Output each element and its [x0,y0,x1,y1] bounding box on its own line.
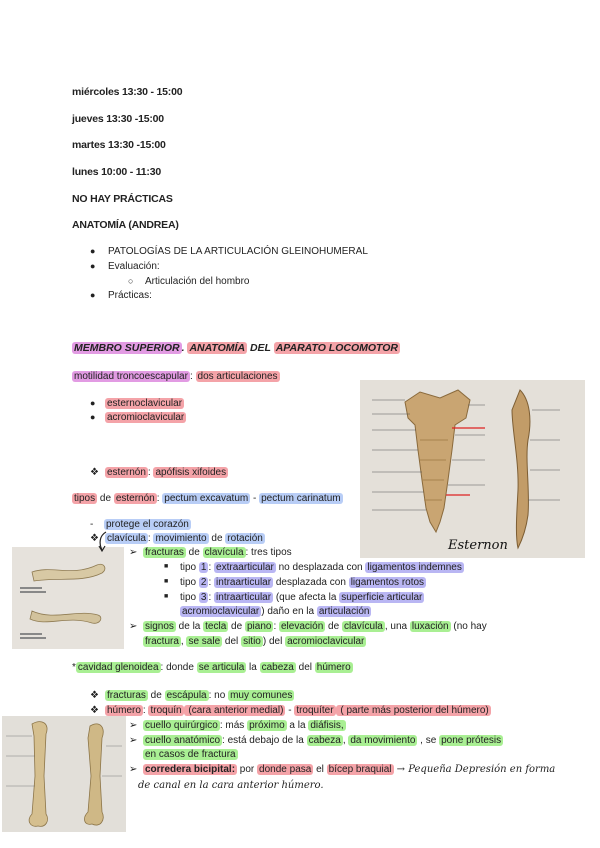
bullet-icon: ● [90,246,96,256]
list-item-evaluacion: Evaluación: [108,261,160,272]
tipo-3-line: tipo 3 : intraarticular (que afecta la superficie articular [180,592,423,603]
motilidad-line: motilidad troncoescapular : dos articulaciones [74,371,278,382]
arrow-bullet-icon: ➢ [129,547,138,558]
square-bullet-icon: ■ [164,578,169,585]
schedule-line-3: martes 13:30 -15:00 [72,139,166,151]
cuello-anatomico-line-cont: en casos de fractura [145,749,236,760]
arrow-bullet-icon: ➢ [129,764,138,775]
tipo-2-line: tipo 2 : intraarticular desplazada con ligamentos rotos [180,577,425,588]
list-item-practicas: Prácticas: [108,290,152,301]
anatomia-heading: ANATOMÍA (ANDREA) [72,219,179,231]
signos-line-cont: fractura , se sale del sitio ) del acromioclavicular [145,636,365,647]
bullet-icon: ● [90,261,96,271]
schedule-line-1: miércoles 13:30 - 15:00 [72,86,183,98]
clavicle-illustration [12,547,124,649]
square-bullet-icon: ■ [164,563,169,570]
sternum-photo-label: Esternon [448,538,508,553]
arrow-bullet-icon: ➢ [129,735,138,746]
list-item-articulacion-hombro: Articulación del hombro [145,276,250,287]
tipos-esternon-line: tipos de esternón : pectum excavatum - pectum carinatum [74,493,341,504]
bullet-icon: ● [90,398,96,408]
cuello-anatomico-line: cuello anatómico : está debajo de la cabeza , da movimiento , se pone prótesis [145,735,502,746]
arrow-bullet-icon: ➢ [129,720,138,731]
cuello-quirurgico-line: cuello quirúrgico : más próximo a la diáfisis, [145,720,344,731]
diamond-bullet-icon: ❖ [90,690,99,701]
clavicula-line: clavícula : movimiento de rotación [107,533,263,544]
square-bullet-icon: ■ [164,593,169,600]
no-practicas-heading: NO HAY PRÁCTICAS [72,193,173,205]
sternum-illustration [360,380,585,558]
esternon-line: esternón : apófisis xifoides [107,467,227,478]
artic-item-1: esternoclavicular [107,398,183,409]
bullet-icon: ● [90,290,96,300]
section-title: MEMBRO SUPERIOR . ANATOMÍA DEL APARATO LOCOMOTOR [74,342,399,354]
curved-arrow-icon [96,530,110,554]
circle-bullet-icon: ○ [128,276,134,286]
diamond-bullet-icon: ❖ [90,705,99,716]
cavidad-glenoidea-line: * cavidad glenoidea : donde se articula la cabeza del húmero [72,662,351,673]
corredera-handwritten-cont: de canal en la cara anterior húmero. [138,780,324,791]
diamond-bullet-icon: ❖ [90,533,99,544]
sternum-photo [360,380,585,558]
schedule-line-2: jueves 13:30 -15:00 [72,113,164,125]
signos-line: signos de la tecla de piano : elevación de clavícula , una luxación (no hay [145,621,487,632]
humero-line: húmero : troquín (cara anterior medial) - troquíter ( parte más posterior del húmero) [107,705,489,716]
dash-bullet-icon: - [90,519,94,530]
artic-item-2: acromioclavicular [107,412,185,423]
humerus-illustration [2,716,126,832]
list-item-patologias: PATOLOGÍAS DE LA ARTICULACIÓN GLEINOHUMERAL [108,246,368,257]
tipo-3-line-cont: acromioclavicular ) daño en la articulación [182,606,370,617]
humerus-photo [2,716,126,832]
diamond-bullet-icon: ❖ [90,467,99,478]
protege-line: protege el corazón [106,519,189,530]
corredera-line: corredera bicipital: por donde pasa el bícep braquial → Pequeña Depresión en forma [145,764,556,775]
fracturas-escapula-line: fracturas de escápula : no muy comunes [107,690,293,701]
arrow-bullet-icon: ➢ [129,621,138,632]
clavicle-photo [12,547,124,649]
schedule-line-4: lunes 10:00 - 11:30 [72,166,162,178]
fracturas-clavicula-line: fracturas de clavícula : tres tipos [145,547,292,558]
tipo-1-line: tipo 1 : extraarticular no desplazada con ligamentos indemnes [180,562,462,573]
bullet-icon: ● [90,412,96,422]
